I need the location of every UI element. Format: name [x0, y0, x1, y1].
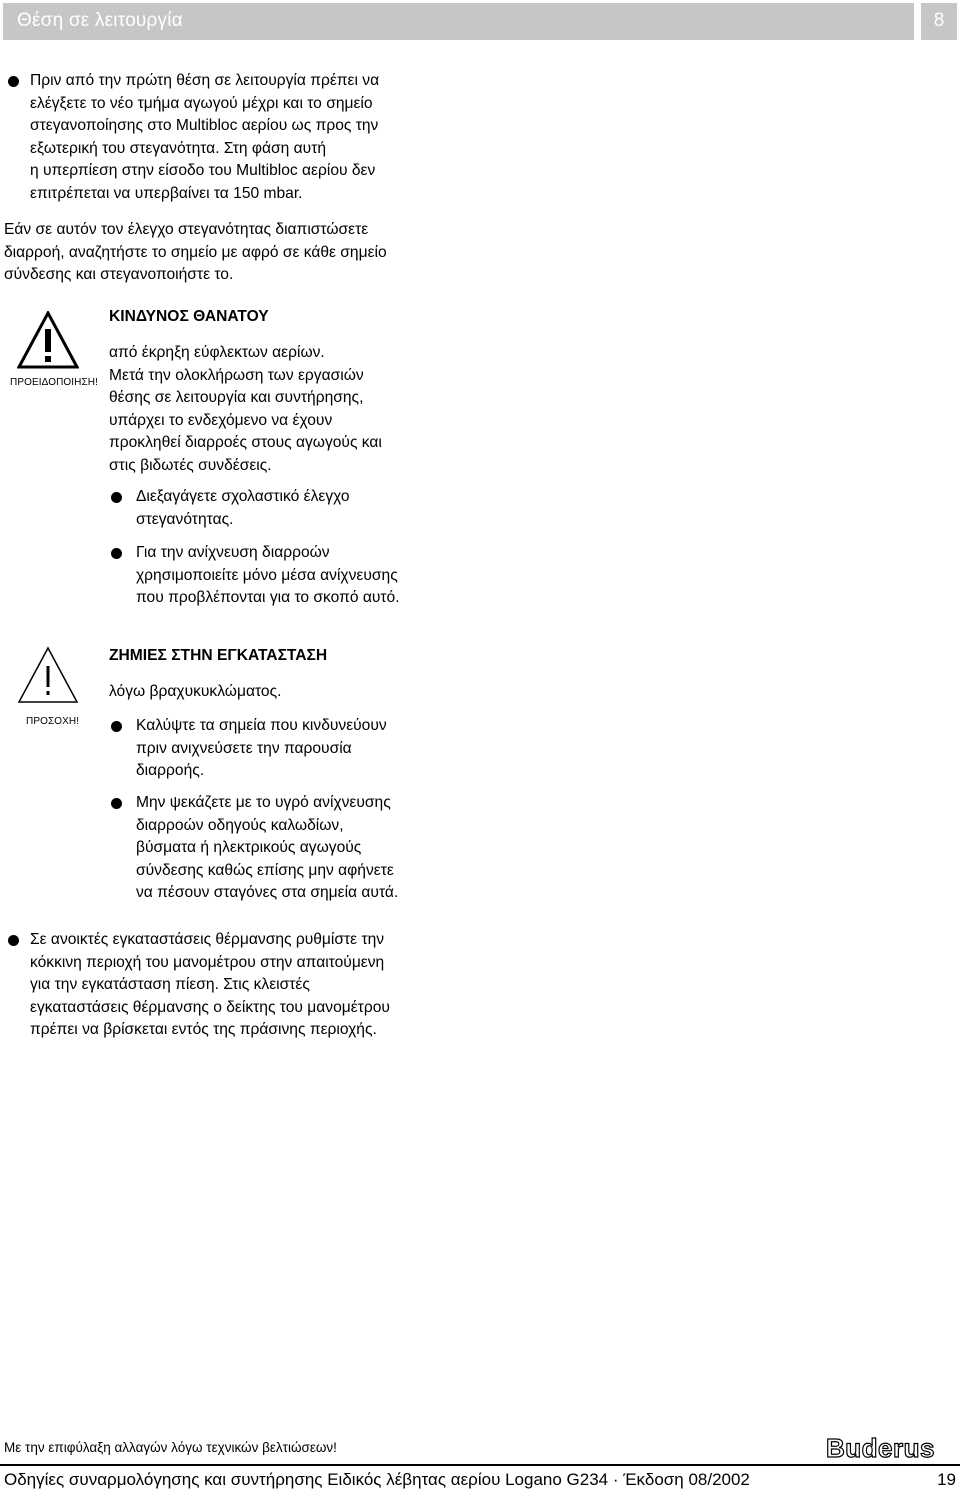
- footer-document-title: Οδηγίες συναρμολόγησης και συντήρησης Ειδικός λέβητας αερίου Logano G234 · Έκδοση 08/2002: [4, 1470, 750, 1489]
- section-header: [3, 3, 914, 40]
- section-title: Θέση σε λειτουργία: [17, 10, 183, 31]
- caution-bullet: Καλύψτε τα σημεία που κινδυνεύουν πριν ανιχνεύσετε την παρουσία διαρροής.: [136, 717, 387, 779]
- bullet-icon: [8, 935, 19, 946]
- bullet-icon: [111, 548, 122, 559]
- bullet-icon: [111, 492, 122, 503]
- page-number: 19: [937, 1470, 956, 1489]
- caution-bullet: Μην ψεκάζετε με το υγρό ανίχνευσης διαρροών οδηγούς καλωδίων, βύσματα ή ηλεκτρικούς αγωγούς σύνδεσης καθώς επίσης μην αφήνετε να πέσουν σταγόνες στα σημεία αυτά.: [136, 794, 399, 901]
- caution-label: ΠΡΟΣΟΧΗ!: [26, 716, 80, 727]
- caution-triangle-icon: [17, 646, 79, 704]
- pressure-bullet-text: Σε ανοικτές εγκαταστάσεις θέρμανσης ρυθμίστε την κόκκινη περιοχή του μανομέτρου στην απαιτούμενη για την εγκατάσταση πίεση. Στις κλειστές εγκαταστάσεις θέρμανσης ο δείκτης του μανομέτρου πρέπει να βρίσκεται εντός της πράσινης περιοχής.: [30, 931, 390, 1038]
- warning-body: από έκρηξη εύφλεκτων αερίων. Μετά την ολοκλήρωση των εργασιών θέσης σε λειτουργία και συντήρησης, υπάρχει το ενδεχόμενο να έχουν προκληθεί διαρροές στους αγωγούς και στις βιδωτές συνδέσεις.: [109, 344, 382, 474]
- footer-note: Με την επιφύλαξη αλλαγών λόγω τεχνικών βελτιώσεων!: [4, 1440, 337, 1455]
- buderus-logo: Buderus: [826, 1433, 935, 1463]
- caution-body: λόγω βραχυκυκλώματος.: [109, 683, 282, 700]
- bullet-icon: [111, 798, 122, 809]
- leak-paragraph: Εάν σε αυτόν τον έλεγχο στεγανότητας διαπιστώσετε διαρροή, αναζητήστε το σημείο με αφρό σε κάθε σημείο σύνδεσης και στεγανοποιήστε το.: [4, 221, 387, 283]
- caution-title: ΖΗΜΙΕΣ ΣΤΗΝ ΕΓΚΑΤΑΣΤΑΣΗ: [109, 647, 328, 664]
- warning-label: ΠΡΟΕΙΔΟΠΟΙΗΣΗ!: [10, 377, 98, 388]
- bullet-icon: [111, 721, 122, 732]
- warning-bullet: Διεξαγάγετε σχολαστικό έλεγχο στεγανότητας.: [136, 488, 350, 528]
- bullet-icon: [8, 76, 19, 87]
- warning-title: ΚΙΝΔΥΝΟΣ ΘΑΝΑΤΟΥ: [109, 308, 269, 325]
- warning-triangle-icon: [17, 311, 79, 369]
- footer-divider: [0, 1464, 960, 1466]
- warning-bullet: Για την ανίχνευση διαρροών χρησιμοποιείτε μόνο μέσα ανίχνευσης που προβλέπονται για το σκοπό αυτό.: [136, 544, 400, 606]
- section-number-box: [921, 3, 957, 40]
- intro-bullet-text: Πριν από την πρώτη θέση σε λειτουργία πρέπει να ελέγξετε το νέο τμήμα αγωγού μέχρι και το σημείο στεγανοποίησης στο Multibloc αερίου ως προς την εξωτερική του στεγανότητα. Στη φάση αυτή η υπερπίεση στην είσοδο του Multibloc αερίου δεν επιτρέπεται να υπερβαίνει τα 150 mbar.: [30, 72, 380, 202]
- section-number: 8: [933, 10, 945, 31]
